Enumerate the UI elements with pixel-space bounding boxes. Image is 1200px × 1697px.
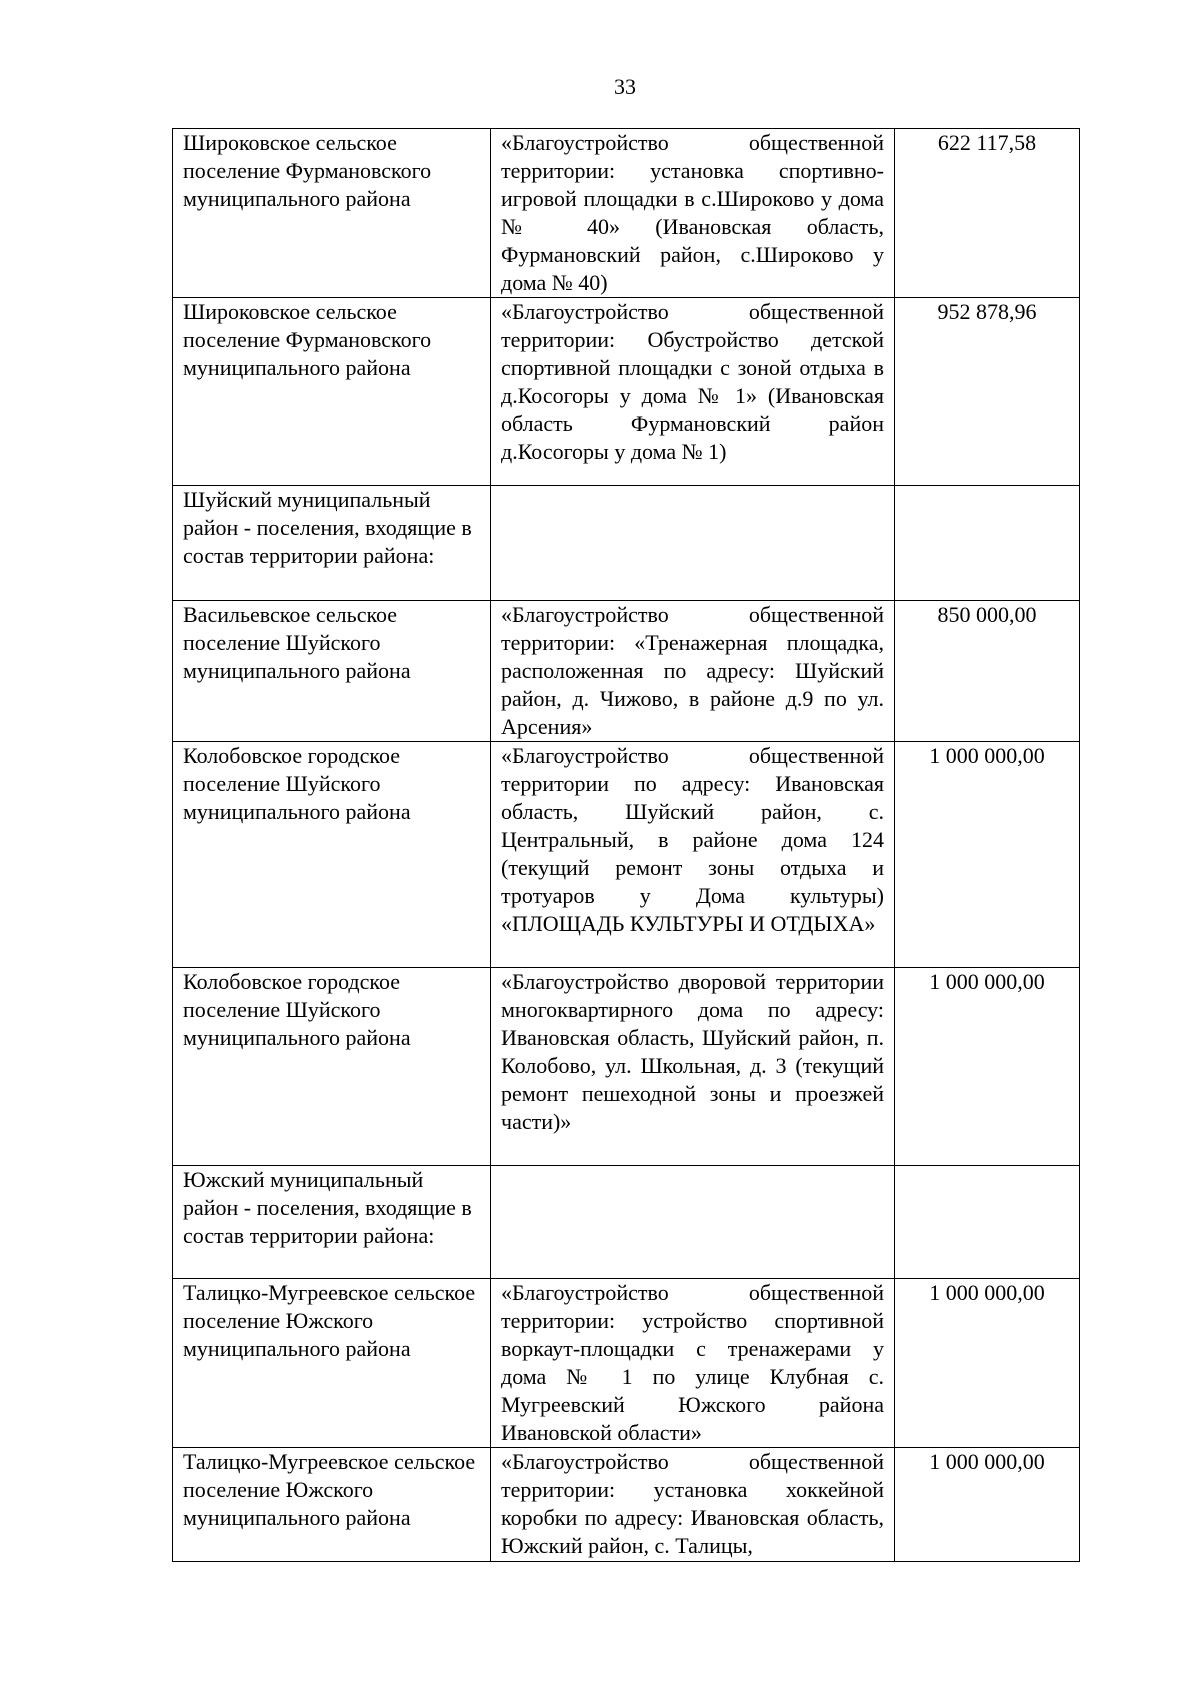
municipality-cell: Шуйский муниципальный район - поселения, входящие в состав территории района:	[173, 486, 491, 601]
municipality-cell: Широковское сельское поселение Фурмановского муниципального района	[173, 129, 491, 298]
municipality-cell: Талицко-Мугреевское сельское поселение Южского муниципального района	[173, 1448, 491, 1562]
table-row	[173, 1448, 1080, 1562]
table-row	[173, 298, 1080, 486]
project-cell: «Благоустройство общественной территории: установка хоккейной коробки по адресу: Ивановская область, Южский район, с. Талицы,	[491, 1448, 895, 1562]
project-cell: «Благоустройство общественной территории: Обустройство детской спортивной площадки с зоной отдыха в д.Косогоры у дома № 1» (Ивановская область Фурмановский район д.Косогоры у дома № 1)	[491, 298, 895, 486]
municipality-cell: Васильевское сельское поселение Шуйского муниципального района	[173, 601, 491, 742]
table-row	[173, 742, 1080, 968]
municipality-cell: Колобовское городское поселение Шуйского муниципального района	[173, 742, 491, 968]
table-row	[173, 129, 1080, 298]
municipality-cell: Колобовское городское поселение Шуйского муниципального района	[173, 968, 491, 1166]
table-row	[173, 486, 1080, 601]
table-row	[173, 1279, 1080, 1448]
amount-cell: 1 000 000,00	[895, 742, 1080, 968]
amount-cell: 622 117,58	[895, 129, 1080, 298]
amount-cell	[895, 486, 1080, 601]
amount-cell: 952 878,96	[895, 298, 1080, 486]
project-cell	[491, 1166, 895, 1279]
municipality-cell: Южский муниципальный район - поселения, входящие в состав территории района:	[173, 1166, 491, 1279]
amount-cell: 1 000 000,00	[895, 968, 1080, 1166]
project-cell: «Благоустройство общественной территории: установка спортивно-игровой площадки в с.Широково у дома № 40» (Ивановская область, Фурмановский район, с.Широково у дома № 40)	[491, 129, 895, 298]
project-cell: «Благоустройство общественной территории по адресу: Ивановская область, Шуйский район, с. Центральный, в районе дома 124 (текущий ремонт зоны отдыха и тротуаров у Дома культуры) «ПЛОЩАДЬ КУЛЬТУРЫ И ОТДЫХА»	[491, 742, 895, 968]
project-cell: «Благоустройство общественной территории: устройство спортивной воркаут-площадки с тренажерами у дома № 1 по улице Клубная с. Мугреевский Южского района Ивановской области»	[491, 1279, 895, 1448]
amount-cell: 850 000,00	[895, 601, 1080, 742]
amount-cell	[895, 1166, 1080, 1279]
table-row	[173, 1166, 1080, 1279]
municipality-cell: Талицко-Мугреевское сельское поселение Южского муниципального района	[173, 1279, 491, 1448]
funding-table	[172, 128, 1080, 1562]
table-row	[173, 968, 1080, 1166]
amount-cell: 1 000 000,00	[895, 1279, 1080, 1448]
amount-cell: 1 000 000,00	[895, 1448, 1080, 1562]
table-row	[173, 601, 1080, 742]
page-number: 33	[614, 74, 636, 99]
project-cell: «Благоустройство общественной территории: «Тренажерная площадка, расположенная по адресу: Шуйский район, д. Чижово, в районе д.9 по ул. Арсения»	[491, 601, 895, 742]
project-cell: «Благоустройство дворовой территории многоквартирного дома по адресу: Ивановская область, Шуйский район, п. Колобово, ул. Школьная, д. 3 (текущий ремонт пешеходной зоны и проезжей части)»	[491, 968, 895, 1166]
municipality-cell: Широковское сельское поселение Фурмановского муниципального района	[173, 298, 491, 486]
project-cell	[491, 486, 895, 601]
